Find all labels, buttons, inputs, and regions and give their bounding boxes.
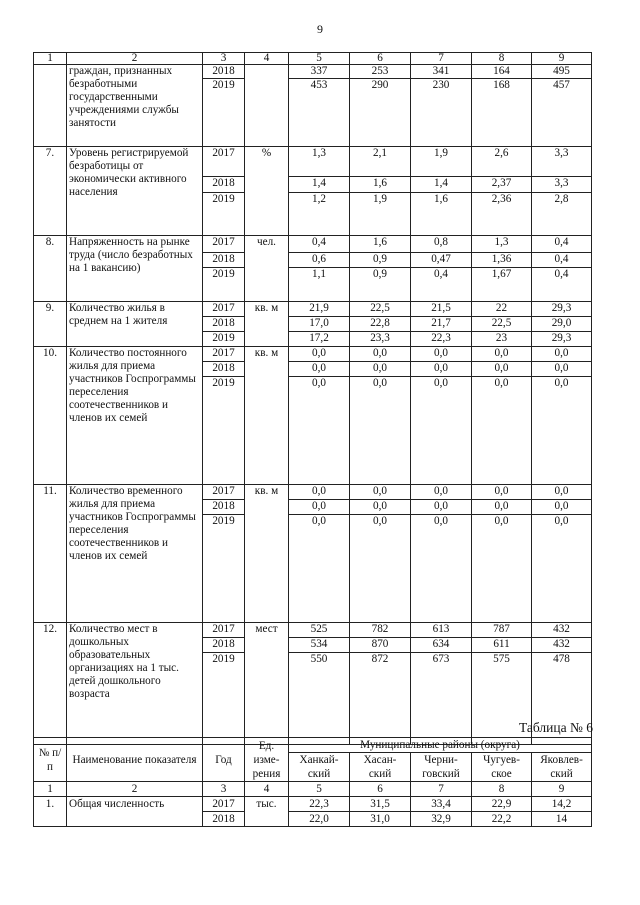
value-cell: 0,0 [289, 500, 350, 515]
year-cell: 2018 [203, 65, 245, 79]
year-cell: 2018 [203, 253, 245, 268]
value-cell: 432 [532, 638, 592, 653]
value-cell: 0,0 [411, 377, 472, 485]
year-cell: 2019 [203, 193, 245, 236]
unit-cell: мест [245, 623, 289, 745]
table-row [34, 797, 592, 812]
value-cell: 3,3 [532, 147, 592, 177]
value-cell: 0,0 [532, 377, 592, 485]
year-cell: 2018 [203, 812, 245, 827]
value-cell: 782 [350, 623, 411, 638]
row-number [34, 65, 67, 147]
value-cell: 1,3 [289, 147, 350, 177]
value-cell: 0,0 [350, 362, 411, 377]
row-number: 9. [34, 302, 67, 347]
value-cell: 534 [289, 638, 350, 653]
value-cell: 0,0 [411, 485, 472, 500]
value-cell: 453 [289, 79, 350, 147]
row-number: 10. [34, 347, 67, 485]
value-cell: 0,0 [411, 362, 472, 377]
unit-cell: % [245, 147, 289, 236]
header-year: Год [203, 738, 245, 782]
column-number: 8 [472, 782, 532, 797]
value-cell: 1,6 [350, 177, 411, 193]
value-cell: 22,0 [289, 812, 350, 827]
value-cell: 575 [472, 653, 532, 745]
value-cell: 1,67 [472, 268, 532, 302]
column-number: 1 [34, 53, 67, 65]
table-row [34, 302, 592, 317]
value-cell: 0,0 [532, 362, 592, 377]
value-cell: 0,0 [289, 515, 350, 623]
value-cell: 2,36 [472, 193, 532, 236]
table-row [34, 485, 592, 500]
value-cell: 22,3 [411, 332, 472, 347]
value-cell: 0,0 [350, 500, 411, 515]
value-cell: 0,0 [472, 500, 532, 515]
district-header: Ханкай- ский [289, 753, 350, 782]
value-cell: 341 [411, 65, 472, 79]
indicator-name: Напряженность на рынке труда (число безработных на 1 вакансию) [67, 236, 203, 302]
value-cell: 22,8 [350, 317, 411, 332]
population-table [33, 737, 592, 827]
indicator-name: Количество постоянного жилья для приема участников Госпрограммы переселения соотечественников и членов их семей [67, 347, 203, 485]
unit-cell: чел. [245, 236, 289, 302]
year-cell: 2019 [203, 515, 245, 623]
year-cell: 2019 [203, 268, 245, 302]
value-cell: 0,9 [350, 268, 411, 302]
column-number: 5 [289, 782, 350, 797]
value-cell: 0,4 [532, 253, 592, 268]
value-cell: 22,3 [289, 797, 350, 812]
value-cell: 337 [289, 65, 350, 79]
indicator-name: Количество временного жилья для приема участников Госпрограммы переселения соотечественников и членов их семей [67, 485, 203, 623]
district-header: Хасан- ский [350, 753, 411, 782]
unit-cell [245, 65, 289, 147]
value-cell: 29,3 [532, 332, 592, 347]
value-cell: 0,0 [472, 515, 532, 623]
column-number: 6 [350, 53, 411, 65]
value-cell: 495 [532, 65, 592, 79]
value-cell: 22,5 [472, 317, 532, 332]
value-cell: 0,4 [411, 268, 472, 302]
value-cell: 634 [411, 638, 472, 653]
value-cell: 1,4 [411, 177, 472, 193]
column-number: 6 [350, 782, 411, 797]
indicator-name: Общая численность [67, 797, 203, 827]
value-cell: 0,0 [289, 347, 350, 362]
row-number: 1. [34, 797, 67, 827]
year-cell: 2019 [203, 653, 245, 745]
header-num: № п/п [34, 738, 67, 782]
value-cell: 2,37 [472, 177, 532, 193]
year-cell: 2017 [203, 347, 245, 362]
value-cell: 0,47 [411, 253, 472, 268]
year-cell: 2017 [203, 797, 245, 812]
value-cell: 3,3 [532, 177, 592, 193]
value-cell: 29,0 [532, 317, 592, 332]
row-number: 12. [34, 623, 67, 745]
header-districts-group: Муниципальные районы (округа) [289, 738, 592, 753]
value-cell: 0,0 [411, 347, 472, 362]
column-number: 1 [34, 782, 67, 797]
unit-cell: кв. м [245, 347, 289, 485]
value-cell: 1,9 [411, 147, 472, 177]
year-cell: 2017 [203, 485, 245, 500]
value-cell: 0,0 [532, 515, 592, 623]
value-cell: 17,0 [289, 317, 350, 332]
value-cell: 0,0 [411, 500, 472, 515]
value-cell: 22,5 [350, 302, 411, 317]
value-cell: 29,3 [532, 302, 592, 317]
column-number: 9 [532, 53, 592, 65]
value-cell: 525 [289, 623, 350, 638]
page-number: 9 [317, 22, 323, 36]
table-row [34, 147, 592, 177]
value-cell: 31,5 [350, 797, 411, 812]
year-cell: 2017 [203, 302, 245, 317]
value-cell: 22,2 [472, 812, 532, 827]
value-cell: 1,9 [350, 193, 411, 236]
value-cell: 478 [532, 653, 592, 745]
year-cell: 2018 [203, 317, 245, 332]
value-cell: 0,0 [289, 485, 350, 500]
value-cell: 2,1 [350, 147, 411, 177]
year-cell: 2017 [203, 236, 245, 253]
value-cell: 23,3 [350, 332, 411, 347]
value-cell: 0,4 [289, 236, 350, 253]
value-cell: 673 [411, 653, 472, 745]
value-cell: 168 [472, 79, 532, 147]
column-number: 7 [411, 53, 472, 65]
table-caption: Таблица № 6 [519, 720, 593, 735]
value-cell: 14 [532, 812, 592, 827]
column-number: 8 [472, 53, 532, 65]
value-cell: 290 [350, 79, 411, 147]
year-cell: 2018 [203, 500, 245, 515]
value-cell: 0,0 [350, 485, 411, 500]
value-cell: 253 [350, 65, 411, 79]
value-cell: 0,0 [350, 515, 411, 623]
value-cell: 0,0 [472, 485, 532, 500]
value-cell: 1,3 [472, 236, 532, 253]
value-cell: 457 [532, 79, 592, 147]
indicators-table [33, 52, 592, 745]
value-cell: 33,4 [411, 797, 472, 812]
year-cell: 2019 [203, 332, 245, 347]
column-number: 9 [532, 782, 592, 797]
value-cell: 14,2 [532, 797, 592, 812]
year-cell: 2017 [203, 147, 245, 177]
value-cell: 230 [411, 79, 472, 147]
value-cell: 0,0 [411, 515, 472, 623]
table-row [34, 347, 592, 362]
indicator-name: Уровень регистрируемой безработицы от экономически активного населения [67, 147, 203, 236]
value-cell: 21,7 [411, 317, 472, 332]
district-header: Черни- говский [411, 753, 472, 782]
value-cell: 0,6 [289, 253, 350, 268]
value-cell: 1,4 [289, 177, 350, 193]
indicator-name: Количество жилья в среднем на 1 жителя [67, 302, 203, 347]
value-cell: 787 [472, 623, 532, 638]
column-number: 2 [67, 53, 203, 65]
year-cell: 2018 [203, 362, 245, 377]
value-cell: 21,9 [289, 302, 350, 317]
value-cell: 22,9 [472, 797, 532, 812]
column-number: 4 [245, 782, 289, 797]
indicator-name: Количество мест в дошкольных образовательных организациях на 1 тыс. детей дошкольного возраста [67, 623, 203, 745]
value-cell: 0,0 [289, 362, 350, 377]
column-number-row [34, 53, 592, 65]
value-cell: 1,6 [350, 236, 411, 253]
value-cell: 32,9 [411, 812, 472, 827]
row-number: 8. [34, 236, 67, 302]
value-cell: 0,0 [350, 377, 411, 485]
value-cell: 22 [472, 302, 532, 317]
value-cell: 0,9 [350, 253, 411, 268]
value-cell: 0,8 [411, 236, 472, 253]
column-number: 2 [67, 782, 203, 797]
unit-cell: тыс. [245, 797, 289, 827]
district-header: Чугуев- ское [472, 753, 532, 782]
value-cell: 0,0 [532, 500, 592, 515]
column-number: 5 [289, 53, 350, 65]
unit-cell: кв. м [245, 485, 289, 623]
value-cell: 550 [289, 653, 350, 745]
table-row [34, 236, 592, 253]
value-cell: 0,4 [532, 268, 592, 302]
row-number: 11. [34, 485, 67, 623]
value-cell: 31,0 [350, 812, 411, 827]
year-cell: 2019 [203, 79, 245, 147]
column-number: 3 [203, 782, 245, 797]
column-number: 7 [411, 782, 472, 797]
year-cell: 2018 [203, 177, 245, 193]
value-cell: 17,2 [289, 332, 350, 347]
table-row [34, 623, 592, 638]
value-cell: 0,0 [289, 377, 350, 485]
value-cell: 164 [472, 65, 532, 79]
row-number: 7. [34, 147, 67, 236]
value-cell: 1,2 [289, 193, 350, 236]
value-cell: 2,6 [472, 147, 532, 177]
column-number: 4 [245, 53, 289, 65]
value-cell: 0,0 [472, 377, 532, 485]
year-cell: 2018 [203, 638, 245, 653]
value-cell: 872 [350, 653, 411, 745]
year-cell: 2017 [203, 623, 245, 638]
value-cell: 0,4 [532, 236, 592, 253]
value-cell: 1,1 [289, 268, 350, 302]
value-cell: 23 [472, 332, 532, 347]
value-cell: 0,0 [472, 362, 532, 377]
value-cell: 0,0 [532, 347, 592, 362]
value-cell: 2,8 [532, 193, 592, 236]
value-cell: 1,36 [472, 253, 532, 268]
year-cell: 2019 [203, 377, 245, 485]
value-cell: 1,6 [411, 193, 472, 236]
district-header: Яковлев- ский [532, 753, 592, 782]
value-cell: 0,0 [532, 485, 592, 500]
value-cell: 432 [532, 623, 592, 638]
header-unit: Ед. изме- рения [245, 738, 289, 782]
value-cell: 870 [350, 638, 411, 653]
value-cell: 21,5 [411, 302, 472, 317]
indicator-name: граждан, признанных безработными государственными учреждениями службы занятости [67, 65, 203, 147]
value-cell: 613 [411, 623, 472, 638]
unit-cell: кв. м [245, 302, 289, 347]
value-cell: 0,0 [472, 347, 532, 362]
value-cell: 611 [472, 638, 532, 653]
table-row [34, 65, 592, 79]
value-cell: 0,0 [350, 347, 411, 362]
column-number: 3 [203, 53, 245, 65]
header-name: Наименование показателя [67, 738, 203, 782]
